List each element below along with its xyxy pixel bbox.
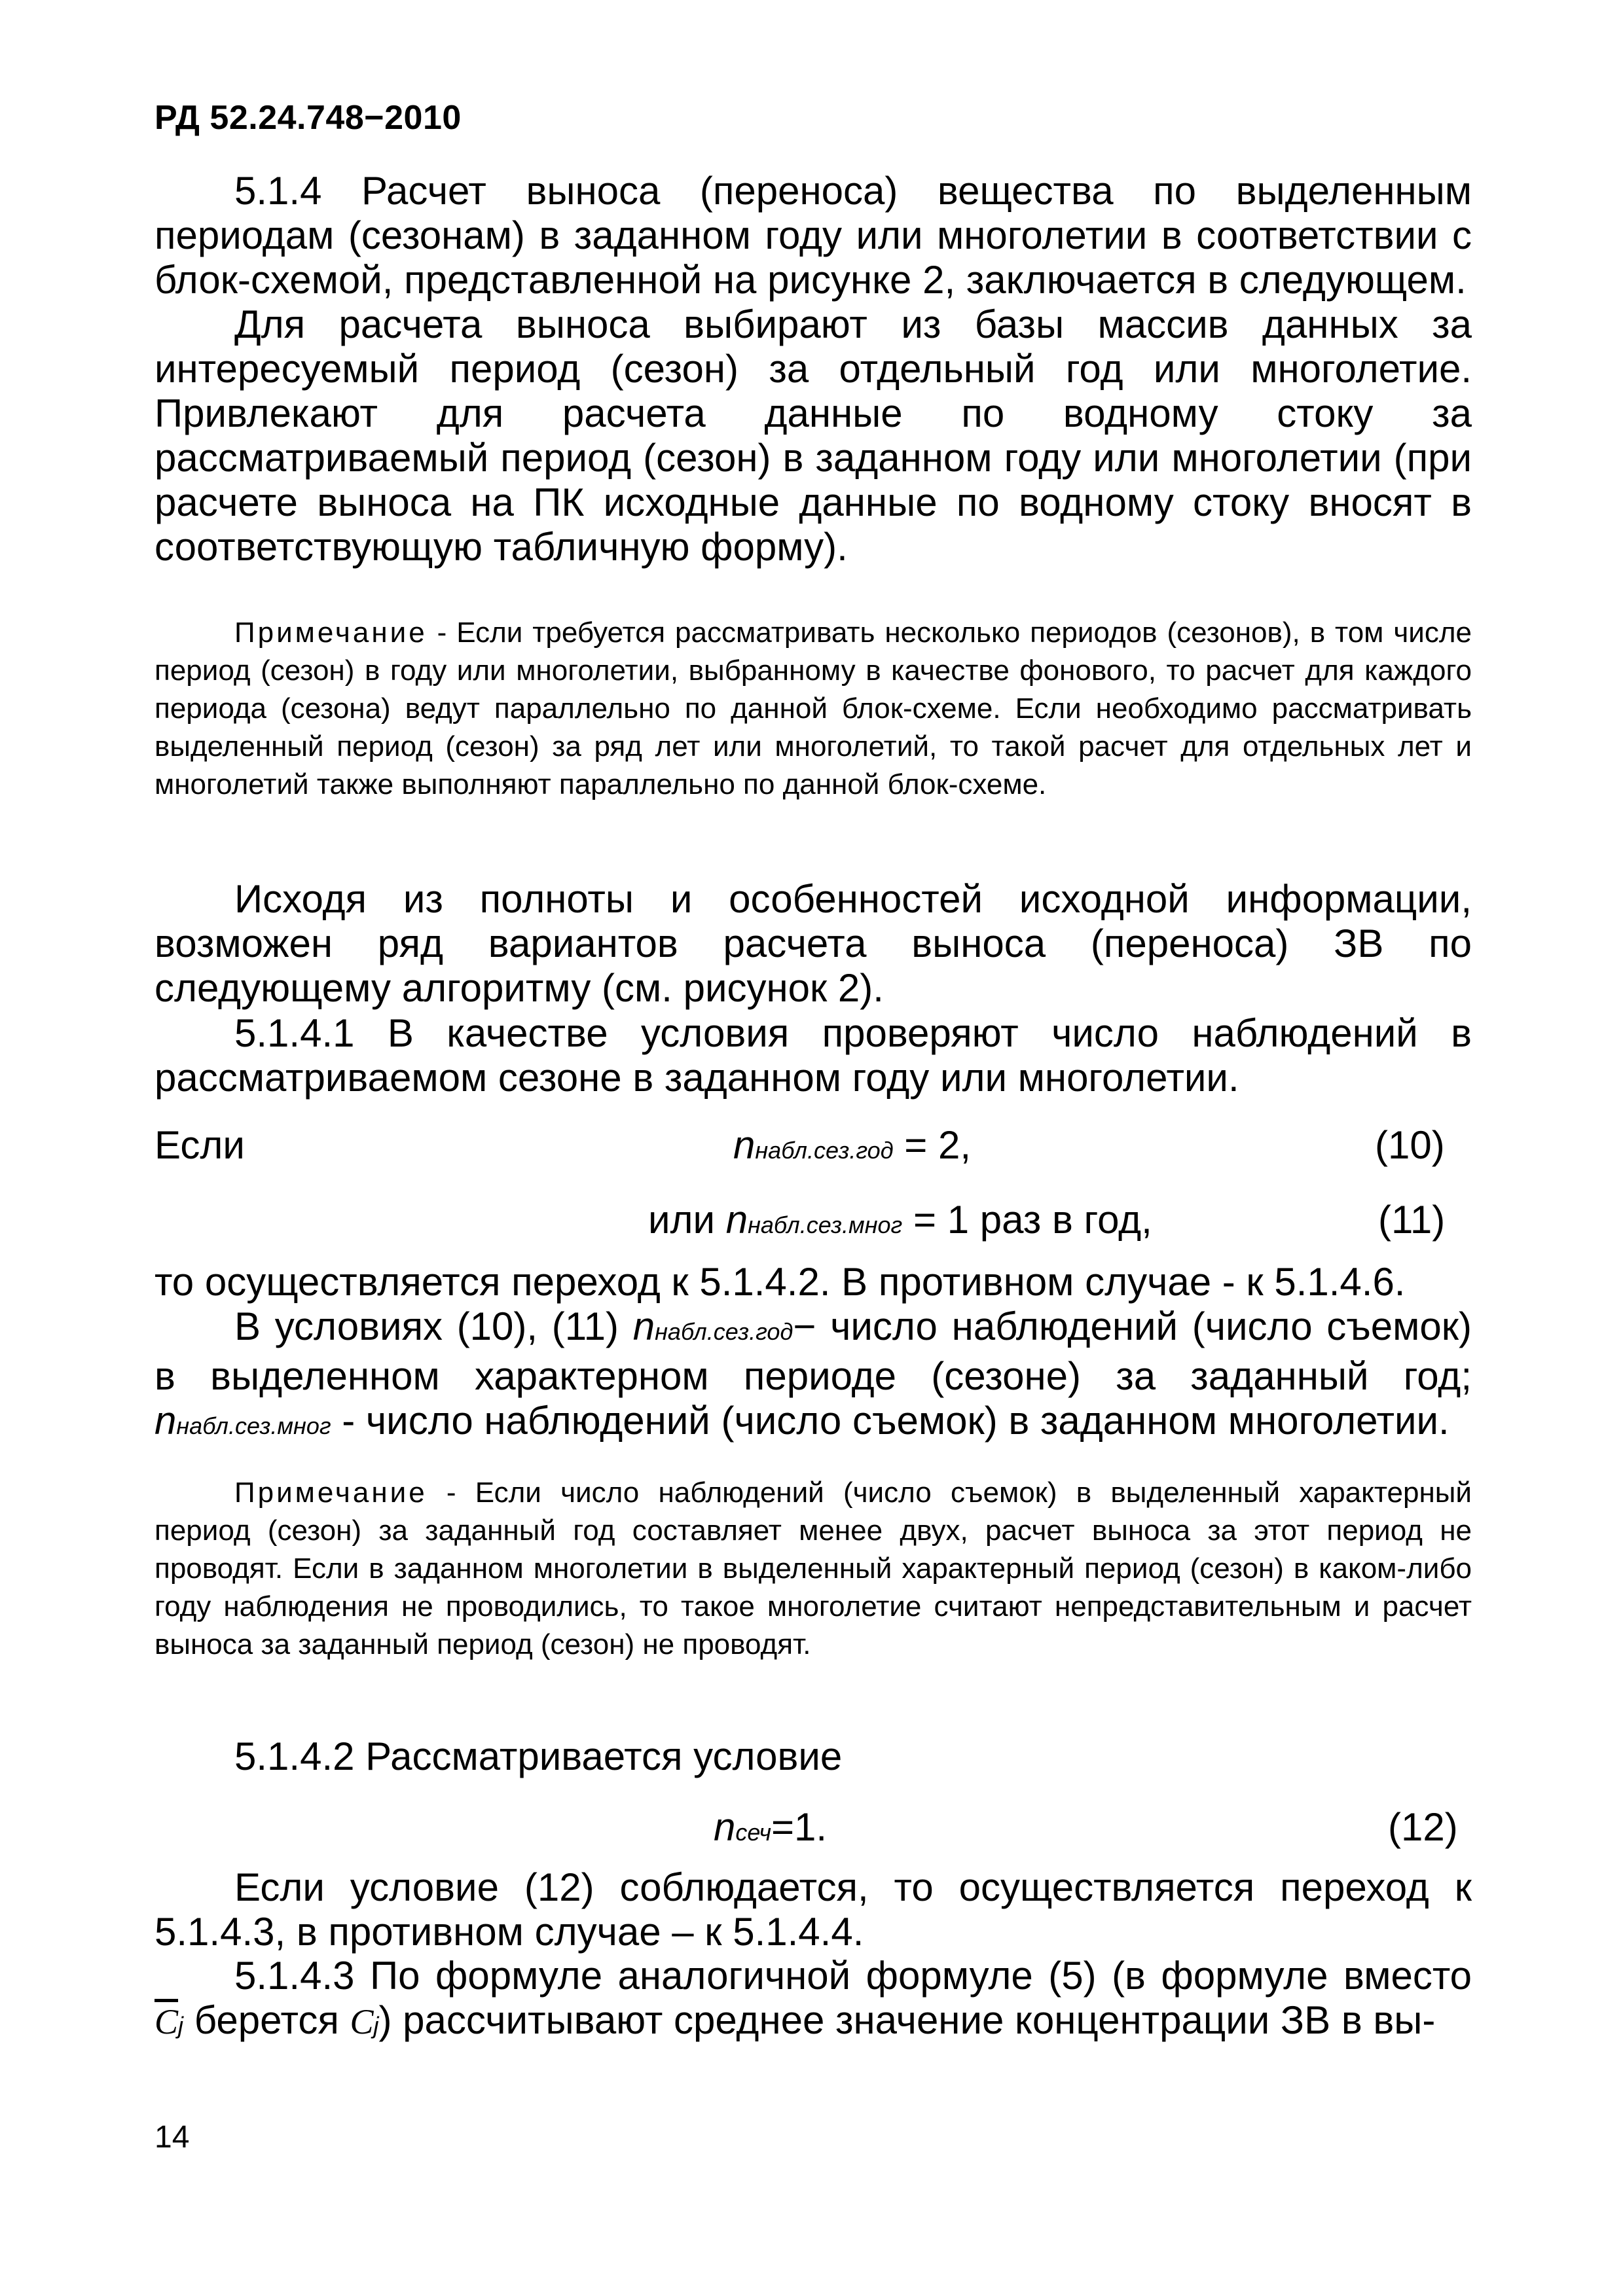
page-number: 14 bbox=[155, 2120, 190, 2155]
document-code: РД 52.24.748−2010 bbox=[155, 99, 462, 137]
paragraph-condition-12: Если условие (12) соблюдается, то осуществляется переход к 5.1.4.3, в противном случае – к 5.1.4.4. bbox=[155, 1865, 1472, 1954]
equation-11-number: (11) bbox=[1378, 1198, 1446, 1242]
eq11-sub: набл.сез.мног bbox=[748, 1211, 903, 1238]
para6-a: В условиях (10), (11) bbox=[234, 1304, 633, 1348]
para6-sub1: набл.сез.год bbox=[655, 1318, 793, 1345]
equation-12-number: (12) bbox=[1388, 1805, 1458, 1849]
para6-b: − число наблюдений (число съемок) в выделенном характерном периоде (сезоне) за заданный год; bbox=[155, 1304, 1472, 1398]
eq11-rest: = 1 раз в год, bbox=[902, 1198, 1152, 1242]
paragraph-5-1-4-2: 5.1.4.2 Рассматривается условие bbox=[234, 1734, 843, 1778]
paragraph-5-1-4: 5.1.4 Расчет выноса (переноса) вещества по выделенным периодам (сезонам) в заданном году или многолетии в соответствии с блок-схемой, представленной на рисунке 2, заключается в следующем. bbox=[155, 169, 1472, 302]
eq10-rest: = 2, bbox=[893, 1123, 972, 1167]
c-subscript: j bbox=[373, 2012, 379, 2039]
para6-var2: n bbox=[155, 1399, 177, 1443]
equation-10 bbox=[733, 1123, 971, 1173]
equation-12 bbox=[714, 1805, 827, 1855]
note-2-label: Примечание bbox=[234, 1477, 428, 1509]
eq10-sub: набл.сез.год bbox=[755, 1137, 894, 1164]
note-1-label: Примечание bbox=[234, 617, 428, 649]
para9-d: ) рассчитывают среднее значение концентрации ЗВ в вы- bbox=[378, 1998, 1436, 2042]
equation-10-number: (10) bbox=[1375, 1123, 1445, 1167]
paragraph-data-selection: Для расчета выноса выбирают из базы массив данных за интересуемый период (сезон) за отдельный год или многолетие. Привлекают для расчета данные по водному стоку за рассматриваемый период (сезон) в заданном году или многолетии (при расчете выноса на ПК исходные данные по водному стоку вносят в соответствующую табличную форму). bbox=[155, 302, 1472, 569]
note-2-text: - Если число наблюдений (число съемок) в выделенный характерный период (сезон) за заданный год составляет менее двух, расчет выноса за этот период не проводят. Если в заданном многолетии в выделенный характерный период (сезон) в каком-либо году наблюдения не проводились, то такое многолетие считают непредставительным и расчет выноса за заданный период (сезон) не проводят. bbox=[155, 1477, 1472, 1660]
note-2 bbox=[155, 1474, 1472, 1664]
paragraph-5-1-4-1: 5.1.4.1 В качестве условия проверяют число наблюдений в рассматриваемом сезоне в заданном году или многолетии. bbox=[155, 1011, 1472, 1100]
eq12-rest: =1. bbox=[771, 1805, 828, 1849]
para6-var1: n bbox=[632, 1304, 655, 1348]
c-bar-subscript: j bbox=[178, 2012, 184, 2039]
para6-c: - число наблюдений (число съемок) в заданном многолетии. bbox=[331, 1399, 1450, 1443]
eq10-var: n bbox=[733, 1123, 756, 1167]
paragraph-variants: Исходя из полноты и особенностей исходной информации, возможен ряд вариантов расчета выноса (переноса) ЗВ по следующему алгоритму (см. рисунок 2). bbox=[155, 877, 1472, 1010]
c-bar-symbol: $\overline{C}$ bbox=[155, 2002, 179, 2041]
para9-b: берется bbox=[183, 1998, 350, 2042]
para9-a: 5.1.4.3 По формуле аналогичной формуле (5) (в формуле вместо bbox=[234, 1954, 1472, 1998]
equation-11 bbox=[648, 1198, 1152, 1247]
eq10-lead: Если bbox=[155, 1123, 245, 1167]
eq11-var: n bbox=[725, 1198, 748, 1242]
para6-sub2: набл.сез.мног bbox=[176, 1412, 331, 1439]
note-1-text: - Если требуется рассматривать несколько периодов (сезонов), в том числе период (сезон) в году или многолетии, выбранному в качестве фонового, то расчет для каждого периода (сезона) ведут параллельно по данной блок-схеме. Если необходимо рассматривать выделенный период (сезон) за ряд лет или многолетий, то такой расчет для отдельных лет и многолетий также выполняют параллельно по данной блок-схеме. bbox=[155, 617, 1472, 800]
eq12-sub: сеч bbox=[735, 1819, 772, 1846]
paragraph-5-1-4-3 bbox=[155, 1954, 1472, 2048]
eq11-lead: или bbox=[648, 1198, 726, 1242]
paragraph-transition: то осуществляется переход к 5.1.4.2. В противном случае - к 5.1.4.6. bbox=[155, 1260, 1406, 1304]
paragraph-conditions bbox=[155, 1304, 1472, 1448]
eq12-var: n bbox=[714, 1805, 736, 1849]
c-symbol: C bbox=[350, 2002, 374, 2041]
note-1 bbox=[155, 614, 1472, 804]
